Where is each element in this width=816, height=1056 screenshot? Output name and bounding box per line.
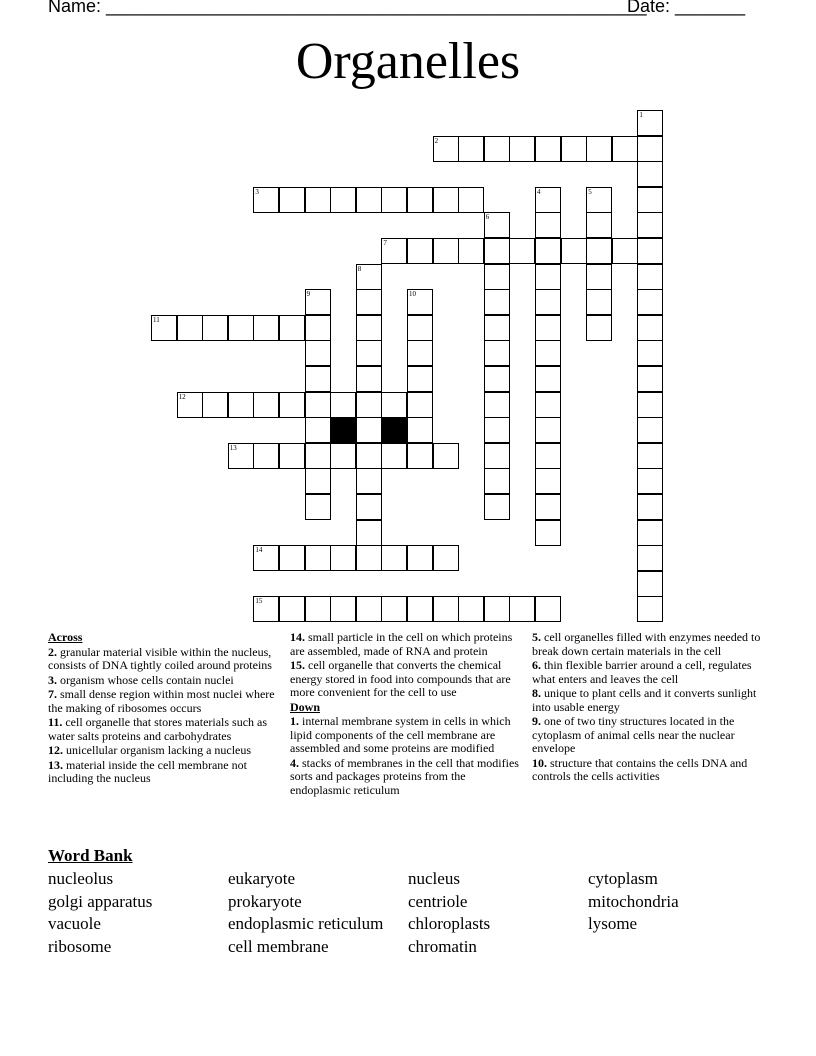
crossword-cell[interactable] (535, 443, 561, 469)
crossword-cell[interactable] (356, 264, 382, 290)
crossword-cell[interactable] (637, 161, 663, 187)
crossword-cell[interactable] (509, 596, 535, 622)
crossword-cell[interactable] (535, 238, 561, 264)
date-field[interactable]: Date: _______ (627, 0, 746, 16)
clue-across-13: 13. material inside the cell membrane not including the nucleus (48, 757, 247, 785)
crossword-cell[interactable] (484, 315, 510, 341)
crossword-cell[interactable] (228, 315, 254, 341)
crossword-cell[interactable] (612, 238, 638, 264)
down-heading: Down (290, 699, 321, 714)
word-bank-title: Word Bank (48, 846, 133, 865)
crossword-cell[interactable] (305, 468, 331, 494)
crossword-cell[interactable] (253, 392, 279, 418)
crossword-cell[interactable] (535, 366, 561, 392)
clue-across-2: 2. granular material visible within the nucleus, consists of DNA tightly coiled around proteins (48, 644, 272, 672)
crossword-cell[interactable] (305, 417, 331, 443)
clue-across-11: 11. cell organelle that stores materials such as water salts proteins and carbohydrates (48, 715, 268, 743)
crossword-cell[interactable] (484, 366, 510, 392)
crossword-cell[interactable] (305, 187, 331, 213)
clue-across-14: 14. small particle in the cell on which proteins are assembled, made of RNA and protein (290, 630, 513, 658)
crossword-cell[interactable] (407, 596, 433, 622)
crossword-cell[interactable] (279, 187, 305, 213)
crossword-cell[interactable] (305, 596, 331, 622)
clue-down-9: 9. one of two tiny structures located in the cytoplasm of animal cells near the nuclear envelope (532, 714, 735, 755)
crossword-cell[interactable] (407, 187, 433, 213)
crossword-cell[interactable] (356, 520, 382, 546)
crossword-cell[interactable] (484, 212, 510, 238)
crossword-cell[interactable] (330, 596, 356, 622)
crossword-cell[interactable] (586, 187, 612, 213)
crossword-cell[interactable] (458, 187, 484, 213)
crossword-cell[interactable] (535, 136, 561, 162)
crossword-cell[interactable] (637, 187, 663, 213)
clue-across-12: 12. unicellular organism lacking a nucleus (48, 743, 252, 757)
crossword-cell[interactable] (509, 238, 535, 264)
crossword-cell[interactable] (381, 443, 407, 469)
crossword-cell[interactable] (484, 596, 510, 622)
crossword-cell[interactable] (433, 238, 459, 264)
crossword-cell[interactable] (535, 315, 561, 341)
crossword-cell[interactable] (305, 494, 331, 520)
crossword-cell[interactable] (535, 494, 561, 520)
crossword-cell[interactable] (561, 136, 587, 162)
crossword-cell[interactable] (228, 443, 254, 469)
crossword-cell[interactable] (535, 212, 561, 238)
crossword-cell[interactable] (356, 468, 382, 494)
crossword-cell[interactable] (305, 392, 331, 418)
crossword-cell[interactable] (305, 289, 331, 315)
crossword-cell[interactable] (253, 315, 279, 341)
crossword-cell[interactable] (561, 238, 587, 264)
word-bank-word: prokaryote (228, 891, 302, 911)
clue-down-1: 1. internal membrane system in cells in which lipid components of the cell membrane are assembled and some proteins are modified (290, 714, 511, 755)
crossword-cell[interactable] (637, 366, 663, 392)
crossword-cell[interactable] (484, 289, 510, 315)
crossword-cell[interactable] (535, 596, 561, 622)
crossword-cell[interactable] (330, 187, 356, 213)
crossword-cell[interactable] (637, 571, 663, 597)
crossword-cell[interactable] (586, 315, 612, 341)
crossword-cell[interactable] (535, 187, 561, 213)
crossword-cell[interactable] (305, 366, 331, 392)
crossword-cell[interactable] (279, 596, 305, 622)
crossword-cell[interactable] (484, 417, 510, 443)
across-heading: Across (48, 630, 83, 644)
crossword-cell[interactable] (305, 340, 331, 366)
crossword-cell[interactable] (586, 212, 612, 238)
clue-number: 4 (537, 187, 541, 196)
word-bank-word: nucleolus (48, 869, 114, 888)
crossword-cell[interactable] (637, 264, 663, 290)
crossword-cell[interactable] (253, 187, 279, 213)
crossword-cell[interactable] (433, 545, 459, 571)
crossword-cell[interactable] (381, 596, 407, 622)
crossword-cell[interactable] (637, 110, 663, 136)
clue-across-3: 3. organism whose cells contain nuclei (48, 672, 234, 687)
crossword-cell[interactable] (356, 596, 382, 622)
crossword-cell[interactable] (637, 520, 663, 546)
crossword-cell[interactable] (637, 212, 663, 238)
crossword-cell[interactable] (407, 315, 433, 341)
clue-number: 2 (434, 136, 439, 145)
crossword-cell[interactable] (637, 545, 663, 571)
crossword-cell[interactable] (202, 315, 228, 341)
clue-number: 9 (306, 290, 311, 299)
clues-column-1 (48, 630, 284, 786)
crossword-cell[interactable] (637, 392, 663, 418)
crossword-black-cell (330, 417, 356, 443)
crossword-black-cell (381, 417, 407, 443)
crossword-cell[interactable] (407, 545, 433, 571)
crossword-cell[interactable] (356, 366, 382, 392)
crossword-cell[interactable] (612, 136, 638, 162)
word-bank-word: mitochondria (588, 891, 679, 911)
clue-number: 5 (588, 187, 592, 196)
crossword-cell[interactable] (279, 443, 305, 469)
crossword-cell[interactable] (509, 136, 535, 162)
word-bank-word: nucleus (408, 869, 460, 888)
crossword-cell[interactable] (305, 443, 331, 469)
crossword-cell[interactable] (330, 443, 356, 469)
crossword-cell[interactable] (279, 545, 305, 571)
clue-across-7: 7. small dense region within most nuclei where the making of ribosomes occurs (48, 687, 275, 715)
crossword-cell[interactable] (535, 520, 561, 546)
crossword-cell[interactable] (356, 494, 382, 520)
crossword-cell[interactable] (407, 443, 433, 469)
word-bank-word: eukaryote (228, 869, 296, 888)
crossword-cell[interactable] (535, 468, 561, 494)
crossword-cell[interactable] (637, 136, 663, 162)
crossword-cell[interactable] (637, 340, 663, 366)
name-field[interactable]: Name: ______________________________________________________ (48, 0, 647, 16)
crossword-cell[interactable] (586, 238, 612, 264)
crossword-cell[interactable] (330, 392, 356, 418)
page-title: Organelles (295, 33, 521, 90)
crossword-cell[interactable] (356, 417, 382, 443)
word-bank-word: cytoplasm (588, 869, 658, 888)
clue-number: 8 (357, 264, 362, 273)
crossword-cell[interactable] (202, 392, 228, 418)
clue-number: 13 (229, 443, 237, 452)
word-bank-word: centriole (408, 891, 468, 911)
crossword-cell[interactable] (484, 494, 510, 520)
crossword-cell[interactable] (407, 366, 433, 392)
crossword-cell[interactable] (407, 392, 433, 418)
crossword-cell[interactable] (433, 187, 459, 213)
crossword-cell[interactable] (228, 392, 254, 418)
crossword-cell[interactable] (356, 315, 382, 341)
crossword-cell[interactable] (433, 136, 459, 162)
crossword-cell[interactable] (586, 264, 612, 290)
crossword-cell[interactable] (535, 289, 561, 315)
word-bank-column (48, 868, 228, 958)
crossword-cell[interactable] (484, 238, 510, 264)
word-bank-word: ribosome (48, 936, 112, 956)
crossword-cell[interactable] (637, 289, 663, 315)
clue-number: 10 (409, 290, 416, 299)
word-bank-column (228, 868, 408, 958)
crossword-cell[interactable] (637, 596, 663, 622)
crossword-cell[interactable] (253, 596, 279, 622)
clues-column-2 (290, 630, 526, 797)
crossword-cell[interactable] (253, 443, 279, 469)
word-bank-word: chloroplasts (408, 914, 491, 933)
crossword-cell[interactable] (637, 468, 663, 494)
clue-number: 12 (178, 392, 186, 401)
crossword-cell[interactable] (484, 443, 510, 469)
word-bank-word: vacuole (48, 914, 101, 933)
word-bank-word: chromatin (408, 936, 477, 956)
crossword-cell[interactable] (356, 545, 382, 571)
crossword-cell[interactable] (381, 187, 407, 213)
crossword-cell[interactable] (381, 392, 407, 418)
crossword-cell[interactable] (356, 340, 382, 366)
crossword-cell[interactable] (484, 264, 510, 290)
crossword-cell[interactable] (305, 315, 331, 341)
crossword-cell[interactable] (407, 340, 433, 366)
crossword-cell[interactable] (356, 187, 382, 213)
crossword-cell[interactable] (458, 136, 484, 162)
word-bank-word: endoplasmic reticulum (228, 914, 384, 933)
clue-number: 3 (255, 187, 259, 196)
word-bank-column (408, 868, 588, 958)
crossword-cell[interactable] (637, 315, 663, 341)
crossword-cell[interactable] (407, 289, 433, 315)
crossword-cell[interactable] (484, 340, 510, 366)
word-bank-word: golgi apparatus (48, 891, 153, 911)
crossword-cell[interactable] (356, 443, 382, 469)
crossword-cell[interactable] (535, 340, 561, 366)
crossword-cell[interactable] (458, 238, 484, 264)
clue-number: 11 (153, 315, 160, 324)
clue-number: 1 (639, 111, 643, 119)
clue-number: 7 (383, 239, 387, 247)
clue-down-5: 5. cell organelles filled with enzymes needed to break down certain materials in the cell (532, 630, 761, 658)
crossword-cell[interactable] (407, 238, 433, 264)
crossword-cell[interactable] (433, 443, 459, 469)
crossword-cell[interactable] (433, 596, 459, 622)
crossword-cell[interactable] (356, 289, 382, 315)
clue-number: 6 (485, 213, 490, 222)
crossword-cell[interactable] (253, 545, 279, 571)
clue-down-10: 10. structure that contains the cells DNA and controls the cells activities (532, 755, 748, 783)
clues-column-3 (532, 630, 768, 784)
clue-across-15: 15. cell organelle that converts the chemical energy stored in food into compounds that are more convenient for the cell to use (290, 658, 511, 699)
crossword-cell[interactable] (279, 392, 305, 418)
crossword-cell[interactable] (177, 315, 203, 341)
crossword-cell[interactable] (177, 392, 203, 418)
crossword-cell[interactable] (330, 545, 356, 571)
crossword-cell[interactable] (305, 545, 331, 571)
crossword-cell[interactable] (586, 289, 612, 315)
crossword-cell[interactable] (535, 392, 561, 418)
crossword-cell[interactable] (279, 315, 305, 341)
crossword-cell[interactable] (484, 136, 510, 162)
crossword-cell[interactable] (637, 443, 663, 469)
crossword-cell[interactable] (535, 417, 561, 443)
crossword-cell[interactable] (407, 417, 433, 443)
crossword-cell[interactable] (637, 494, 663, 520)
crossword-cell[interactable] (637, 238, 663, 264)
word-bank-word: lysome (588, 914, 638, 933)
crossword-cell[interactable] (586, 136, 612, 162)
crossword-cell[interactable] (458, 596, 484, 622)
crossword-cell[interactable] (381, 545, 407, 571)
crossword-cell[interactable] (535, 264, 561, 290)
word-bank-column (588, 868, 768, 936)
clue-down-8: 8. unique to plant cells and it converts sunlight into usable energy (532, 686, 757, 714)
clue-number: 15 (255, 597, 263, 606)
word-bank-word: cell membrane (228, 936, 329, 956)
crossword-cell[interactable] (484, 392, 510, 418)
clue-down-4: 4. stacks of membranes in the cell that modifies sorts and packages proteins from the endoplasmic reticulum (290, 755, 519, 797)
crossword-cell[interactable] (637, 417, 663, 443)
crossword-cell[interactable] (484, 468, 510, 494)
crossword-cell[interactable] (381, 238, 407, 264)
crossword-cell[interactable] (356, 392, 382, 418)
crossword-cell[interactable] (151, 315, 177, 341)
clue-down-6: 6. thin flexible barrier around a cell, regulates what enters and leaves the cell (532, 658, 752, 686)
clue-number: 14 (255, 546, 263, 555)
